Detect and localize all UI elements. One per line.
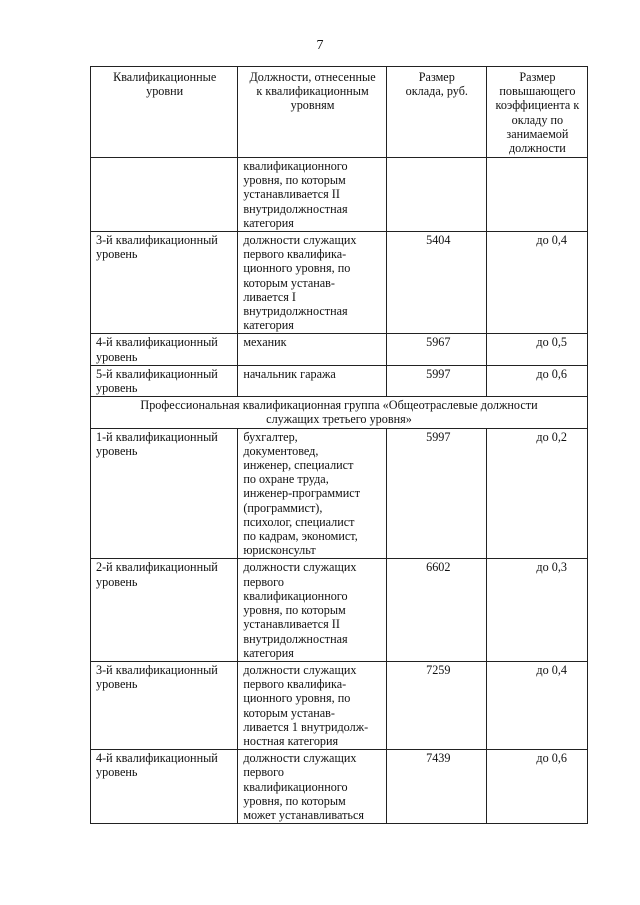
text-line: уровень <box>96 443 138 458</box>
text-line: начальник гаража <box>243 366 336 381</box>
text-line: должности служащих <box>243 560 357 575</box>
text-line: уровня, по которым <box>243 173 346 188</box>
group-title <box>91 397 588 428</box>
positions-cell <box>238 559 386 661</box>
text-line: должности <box>508 141 566 156</box>
positions-cell <box>238 158 386 232</box>
table-row <box>91 661 588 749</box>
text-line: ливается I <box>243 289 296 304</box>
text-line: категория <box>243 645 294 660</box>
positions-cell <box>238 661 386 749</box>
coefficient-cell: до 0,4 <box>486 661 587 749</box>
text-line: документовед, <box>243 443 319 458</box>
level-cell <box>91 559 238 661</box>
text-line: может устанавливаться <box>243 807 364 822</box>
coefficient-cell: до 0,6 <box>486 365 587 396</box>
text-line: ливается 1 внутридолж- <box>243 719 369 734</box>
text-line: повышающего <box>499 84 576 99</box>
positions-cell <box>238 428 386 559</box>
text-line: уровень <box>96 349 138 364</box>
salary-cell <box>386 158 486 232</box>
table-row <box>91 158 588 232</box>
level-cell <box>91 232 238 334</box>
text-line: инженер-программист <box>243 486 361 501</box>
level-cell <box>91 428 238 559</box>
positions-cell <box>238 232 386 334</box>
text-line: уровень <box>96 381 138 396</box>
text-line: должности служащих <box>243 662 357 677</box>
text-line: которым устанав- <box>243 705 335 720</box>
text-line: 1-й квалификационный <box>96 429 218 444</box>
text-line: уровень <box>96 574 138 589</box>
text-line: которым устанав- <box>243 275 335 290</box>
text-line: служащих третьего уровня» <box>266 412 412 427</box>
text-line: устанавливается II <box>243 187 340 202</box>
text-line: 3-й квалификационный <box>96 662 218 677</box>
text-line: Размер <box>418 70 455 84</box>
text-line: Размер <box>519 70 556 84</box>
salary-cell: 7259 <box>386 661 486 749</box>
group-title-row <box>91 397 588 428</box>
text-line: 4-й квалификационный <box>96 751 218 766</box>
text-line: 4-й квалификационный <box>96 335 218 350</box>
text-line: 3-й квалификационный <box>96 233 218 248</box>
header-qualification-levels <box>91 67 238 158</box>
text-line: (программист), <box>243 500 323 515</box>
text-line: первого <box>243 765 284 780</box>
table-row <box>91 750 588 824</box>
text-line: Профессиональная квалификационная группа «Общеотраслевые должности <box>140 398 538 413</box>
text-line: по охране труда, <box>243 472 329 487</box>
text-line: коэффициента к <box>495 98 580 113</box>
coefficient-cell <box>486 158 587 232</box>
text-line: уровни <box>146 84 184 99</box>
text-line: юрисконсульт <box>243 543 316 558</box>
positions-cell <box>238 365 386 396</box>
salary-cell: 7439 <box>386 750 486 824</box>
text-line: первого квалифика- <box>243 677 347 692</box>
table-row <box>91 365 588 396</box>
salary-cell: 5997 <box>386 365 486 396</box>
table-header-row <box>91 67 588 158</box>
coefficient-cell: до 0,6 <box>486 750 587 824</box>
text-line: механик <box>243 335 287 350</box>
level-cell <box>91 334 238 365</box>
text-line: устанавливается II <box>243 617 340 632</box>
header-positions <box>238 67 386 158</box>
text-line: инженер, специалист <box>243 458 354 473</box>
text-line: квалификационного <box>243 588 348 603</box>
text-line: первого <box>243 574 284 589</box>
text-line: ционного уровня, по <box>243 691 351 706</box>
level-cell <box>91 750 238 824</box>
text-line: ционного уровня, по <box>243 261 351 276</box>
text-line: окладу по <box>511 112 564 127</box>
text-line: уровень <box>96 765 138 780</box>
salary-table <box>90 66 588 824</box>
coefficient-cell: до 0,3 <box>486 559 587 661</box>
level-cell <box>91 158 238 232</box>
coefficient-cell: до 0,2 <box>486 428 587 559</box>
salary-cell: 5997 <box>386 428 486 559</box>
coefficient-cell: до 0,5 <box>486 334 587 365</box>
header-salary <box>386 67 486 158</box>
text-line: категория <box>243 215 294 230</box>
text-line: занимаемой <box>506 126 569 141</box>
table-row <box>91 334 588 365</box>
text-line: должности служащих <box>243 233 357 248</box>
header-coefficient <box>486 67 587 158</box>
table-row <box>91 428 588 559</box>
text-line: 5-й квалификационный <box>96 366 218 381</box>
text-line: Должности, отнесенные <box>249 70 376 84</box>
text-line: по кадрам, экономист, <box>243 529 358 544</box>
text-line: уровень <box>96 677 138 692</box>
text-line: уровня, по которым <box>243 793 346 808</box>
salary-cell: 5967 <box>386 334 486 365</box>
text-line: уровня, по которым <box>243 603 346 618</box>
positions-cell <box>238 334 386 365</box>
text-line: 2-й квалификационный <box>96 560 218 575</box>
text-line: ностная категория <box>243 733 339 748</box>
text-line: первого квалифика- <box>243 247 347 262</box>
text-line: Квалификационные <box>113 70 217 84</box>
level-cell <box>91 661 238 749</box>
table-row <box>91 559 588 661</box>
text-line: категория <box>243 318 294 333</box>
text-line: должности служащих <box>243 751 357 766</box>
text-line: психолог, специалист <box>243 514 355 529</box>
table-row <box>91 232 588 334</box>
text-line: внутридолжностная <box>243 631 348 646</box>
text-line: к квалификационным <box>256 84 369 99</box>
page-number: 7 <box>316 38 324 53</box>
text-line: квалификационного <box>243 159 348 173</box>
salary-cell: 6602 <box>386 559 486 661</box>
text-line: уровням <box>290 98 335 113</box>
level-cell <box>91 365 238 396</box>
positions-cell <box>238 750 386 824</box>
text-line: квалификационного <box>243 779 348 794</box>
salary-cell: 5404 <box>386 232 486 334</box>
text-line: уровень <box>96 247 138 262</box>
text-line: оклада, руб. <box>405 84 468 99</box>
text-line: бухгалтер, <box>243 429 298 444</box>
text-line: внутридолжностная <box>243 201 348 216</box>
coefficient-cell: до 0,4 <box>486 232 587 334</box>
text-line: внутридолжностная <box>243 304 348 319</box>
